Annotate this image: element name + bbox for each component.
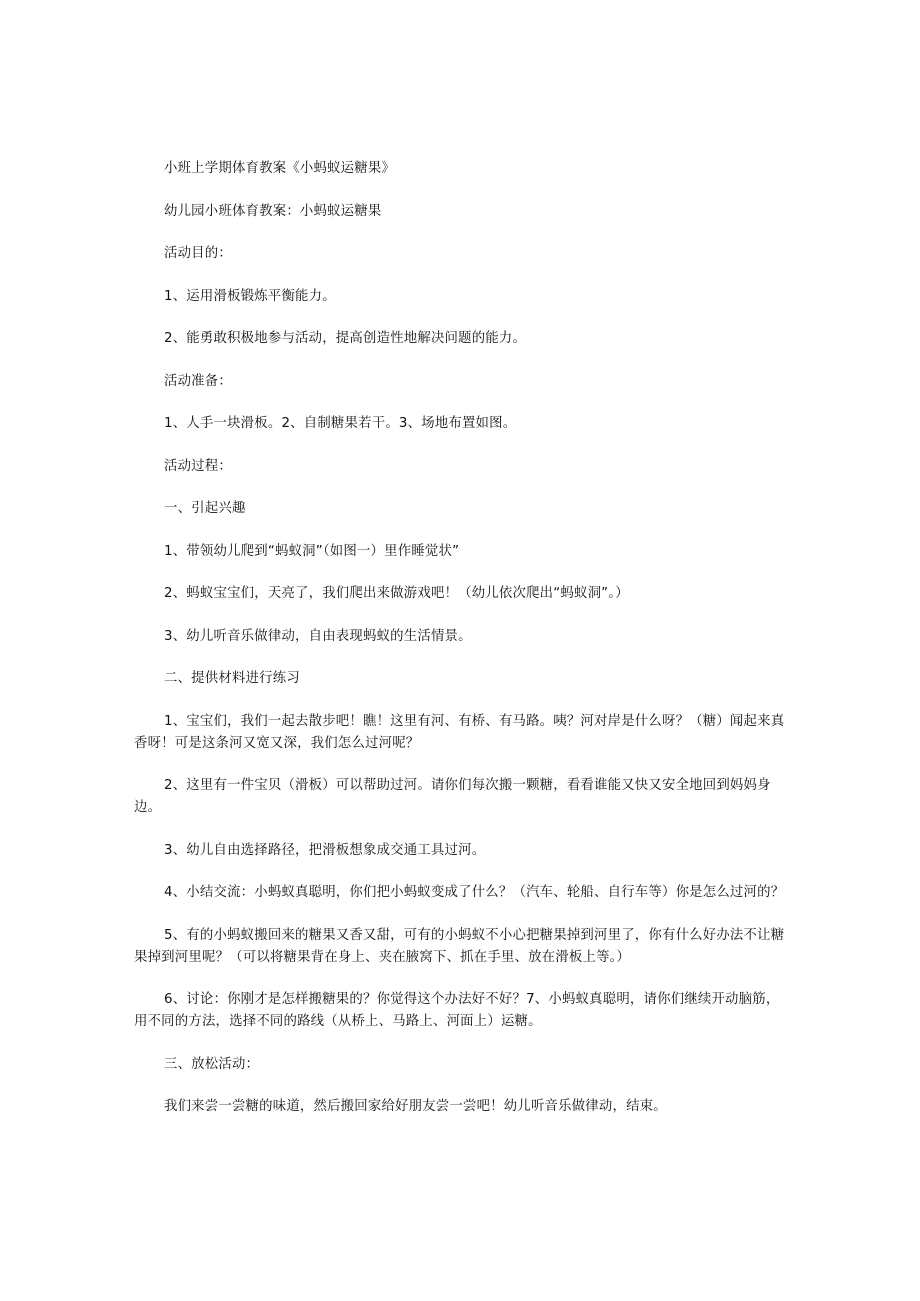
process-heading: 活动过程：	[164, 458, 232, 474]
document-body	[134, 158, 790, 1139]
part2-item: 3、幼儿自由选择路径，把滑板想象成交通工具过河。	[164, 842, 486, 858]
part2-heading: 二、提供材料进行练习	[164, 671, 300, 686]
goal-item: 2、能勇敢积极地参与活动，提高创造性地解决问题的能力。	[164, 331, 527, 346]
part3-item: 我们来尝一尝糖的味道，然后搬回家给好朋友尝一尝吧！幼儿听音乐做律动，结束。	[164, 1099, 667, 1114]
part2-item: 4、小结交流：小蚂蚁真聪明，你们把小蚂蚁变成了什么？（汽车、轮船、自行车等）你是怎么过河的？	[164, 885, 785, 900]
part1-heading: 一、引起兴趣	[164, 501, 246, 516]
part2-item: 6、讨论：你刚才是怎样搬糖果的？你觉得这个办法好不好？7、小蚂蚁真聪明，请你们继续开动脑筋，用不同的方法，选择不同的路线（从桥上、马路上、河面上）运糖。	[134, 992, 780, 1029]
part1-item: 3、幼儿听音乐做律动，自由表现蚂蚁的生活情景。	[164, 628, 472, 644]
part3-heading: 三、放松活动：	[164, 1056, 260, 1072]
part2-item: 5、有的小蚂蚁搬回来的糖果又香又甜，可有的小蚂蚁不小心把糖果掉到河里了，你有什么好办法不让糖果掉到河里呢？（可以将糖果背在身上、夹在腋窝下、抓在手里、放在滑板上等。）	[134, 927, 785, 965]
document-title: 小班上学期体育教案《小蚂蚁运糖果》	[164, 161, 396, 176]
part2-item: 2、这里有一件宝贝（滑板）可以帮助过河。请你们每次搬一颗糖，看看谁能又快又安全地回到妈妈身边。	[134, 778, 771, 815]
part2-item: 1、宝宝们，我们一起去散步吧！瞧！这里有河、有桥、有马路。咦？河对岸是什么呀？（糖）闻起来真香呀！可是这条河又宽又深，我们怎么过河呢？	[134, 713, 785, 751]
goal-item: 1、运用滑板锻炼平衡能力。	[164, 288, 336, 304]
part1-item: 2、蚂蚁宝宝们，天亮了，我们爬出来做游戏吧！（幼儿依次爬出“蚂蚁洞”。）	[164, 586, 629, 601]
prep-item: 1、人手一块滑板。2、自制糖果若干。3、场地布置如图。	[164, 416, 517, 431]
goal-heading: 活动目的：	[164, 246, 232, 261]
document-subtitle: 幼儿园小班体育教案：小蚂蚁运糖果	[164, 203, 382, 219]
part1-item: 1、带领幼儿爬到“蚂蚁洞”（如图一）里作睡觉状”	[164, 543, 460, 559]
prep-heading: 活动准备：	[164, 373, 232, 389]
